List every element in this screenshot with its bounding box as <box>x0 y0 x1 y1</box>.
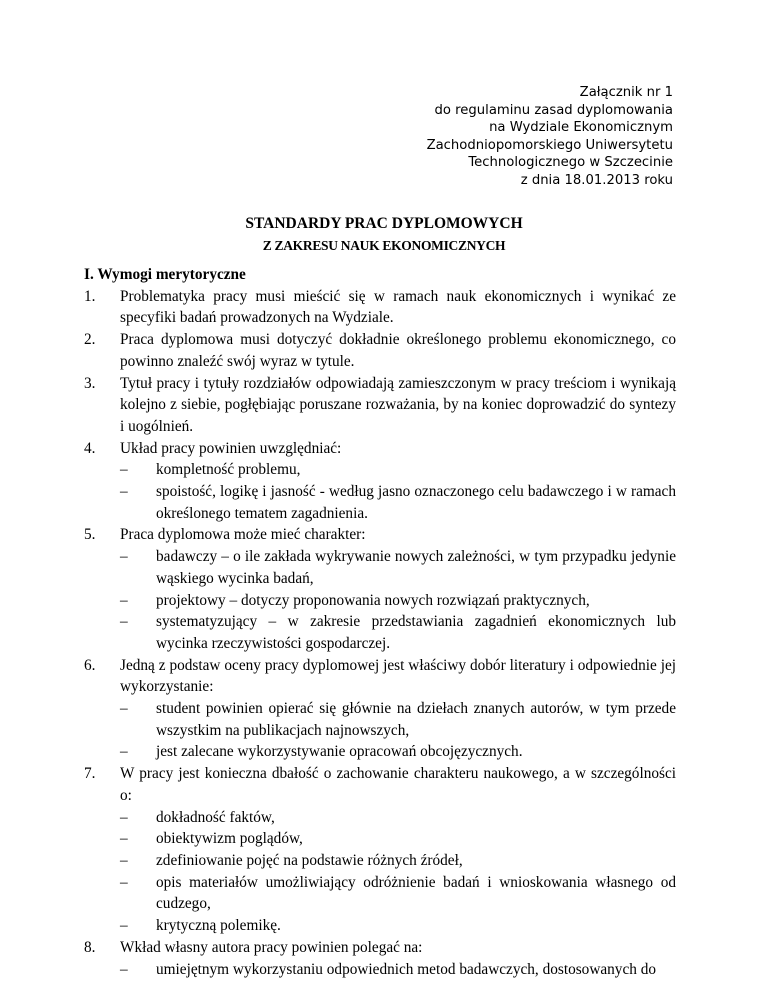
title-line-1: STANDARDY PRAC DYPLOMOWYCH <box>245 215 523 232</box>
sub-item-text: dokładność faktów, <box>156 808 275 826</box>
sub-item <box>120 590 676 612</box>
list-item <box>84 937 676 980</box>
list-item <box>84 763 676 937</box>
item-number: 4. <box>84 439 96 457</box>
list-item <box>84 286 676 329</box>
list-item <box>84 438 676 525</box>
annex-line: Załącznik nr 1 <box>579 85 673 100</box>
list-item <box>84 655 676 764</box>
annex-line: do regulaminu zasad dyplomowania <box>434 102 673 118</box>
sub-item <box>120 850 676 872</box>
sub-item-text: zdefiniowanie pojęć na podstawie różnych źródeł, <box>156 851 463 869</box>
dash-bullet: – <box>120 808 128 826</box>
item-text: Problematyka pracy musi mieścić się w ramach nauk ekonomicznych i wynikać ze specyfiki badań prowadzonych na Wydziale. <box>120 287 676 327</box>
dash-bullet: – <box>120 743 128 761</box>
item-number: 8. <box>84 938 96 956</box>
dash-bullet: – <box>120 851 128 869</box>
sub-item <box>120 959 676 981</box>
list-item <box>84 524 676 654</box>
item-number: 3. <box>84 374 96 392</box>
item-text: Układ pracy powinien uwzględniać: <box>120 439 342 457</box>
sub-item-text: umiejętnym wykorzystaniu odpowiednich metod badawczych, dostosowanych do <box>156 960 657 978</box>
item-text: Jedną z podstaw oceny pracy dyplomowej jest właściwy dobór literatury i odpowiednie jej wykorzystanie: <box>120 656 676 696</box>
item-text: Praca dyplomowa musi dotyczyć dokładnie określonego problemu ekonomicznego, co powinno znaleźć swój wyraz w tytule. <box>120 331 676 370</box>
annex-line: Technologicznego w Szczecinie <box>468 155 673 170</box>
sub-item <box>120 546 676 589</box>
item-number: 7. <box>84 765 96 783</box>
item-text: Praca dyplomowa może mieć charakter: <box>120 526 366 544</box>
dash-bullet: – <box>120 700 128 718</box>
document-body <box>84 264 676 980</box>
item-text: Tytuł pracy i tytuły rozdziałów odpowiadają zamieszczonym w pracy treściom i wynikają kolejno z siebie, pogłębiając poruszane rozważania, by na koniec doprowadzić do syntezy i uogólnień. <box>120 374 676 435</box>
annex-line: Zachodniopomorskiego Uniwersytetu <box>426 137 673 153</box>
list-item <box>84 329 676 372</box>
sub-item <box>120 915 676 937</box>
item-number: 5. <box>84 526 96 544</box>
dash-bullet: – <box>120 830 128 848</box>
sub-item <box>120 611 676 654</box>
section-heading: I. Wymogi merytoryczne <box>84 266 246 283</box>
sub-item-text: obiektywizm poglądów, <box>156 830 303 848</box>
item-number: 6. <box>84 656 96 674</box>
sub-item <box>120 828 676 850</box>
item-number: 1. <box>84 287 96 305</box>
sub-item <box>120 807 676 829</box>
sub-item-text: kompletność problemu, <box>156 461 301 479</box>
sub-item <box>120 459 676 481</box>
dash-bullet: – <box>120 483 128 501</box>
item-text: W pracy jest konieczna dbałość o zachowanie charakteru naukowego, a w szczególności o: <box>120 765 676 804</box>
sub-item-text: student powinien opierać się głównie na dziełach znanych autorów, w tym przede wszystkim na publikacjach najnowszych, <box>156 700 676 739</box>
sub-item-text: jest zalecane wykorzystywanie opracowań obcojęzycznych. <box>156 743 523 761</box>
dash-bullet: – <box>120 461 128 479</box>
sub-item-text: badawczy – o ile zakłada wykrywanie nowych zależności, w tym przypadku jedynie wąskiego wycinka badań, <box>156 548 676 587</box>
sub-item-text: krytyczną polemikę. <box>156 917 281 935</box>
dash-bullet: – <box>120 591 128 609</box>
sub-item <box>120 741 676 763</box>
dash-bullet: – <box>120 613 128 631</box>
annex-line: na Wydziale Ekonomicznym <box>489 120 673 135</box>
document-title <box>0 213 768 257</box>
annex-header <box>427 84 673 189</box>
item-number: 2. <box>84 331 96 349</box>
dash-bullet: – <box>120 917 128 935</box>
dash-bullet: – <box>120 873 128 891</box>
sub-item <box>120 698 676 741</box>
sub-item <box>120 872 676 915</box>
list-item <box>84 373 676 438</box>
annex-line: z dnia 18.01.2013 roku <box>520 172 673 188</box>
dash-bullet: – <box>120 960 128 978</box>
dash-bullet: – <box>120 548 128 566</box>
title-line-2: Z ZAKRESU NAUK EKONOMICZNYCH <box>262 238 506 253</box>
item-text: Wkład własny autora pracy powinien polegać na: <box>120 938 423 956</box>
sub-item-text: opis materiałów umożliwiający odróżnienie badań i wnioskowania własnego od cudzego, <box>156 873 676 913</box>
sub-item-text: spoistość, logikę i jasność - według jasno oznaczonego celu badawczego i w ramach określonego tematem zagadnienia. <box>156 483 676 522</box>
sub-item <box>120 481 676 524</box>
sub-item-text: projektowy – dotyczy proponowania nowych rozwiązań praktycznych, <box>156 591 590 609</box>
sub-item-text: systematyzujący – w zakresie przedstawiania zagadnień ekonomicznych lub wycinka rzeczywistości gospodarczej. <box>156 613 676 652</box>
